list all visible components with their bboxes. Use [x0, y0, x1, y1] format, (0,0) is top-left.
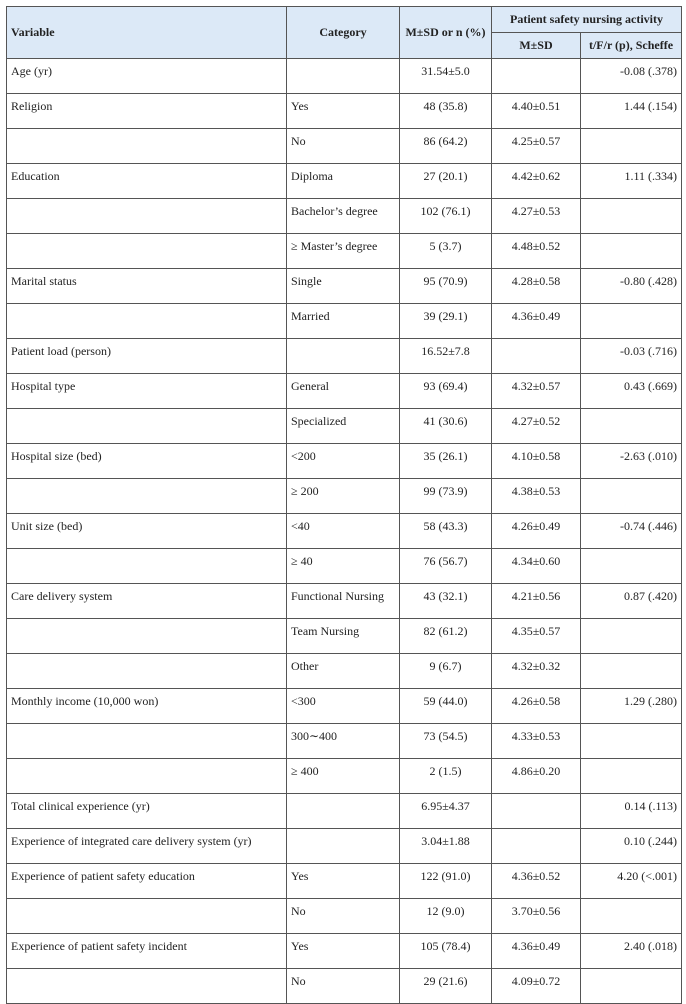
cell-msd — [492, 339, 581, 374]
cell-category: Yes — [287, 864, 400, 899]
cell-variable — [7, 304, 287, 339]
cell-test — [581, 129, 682, 164]
cell-variable: Marital status — [7, 269, 287, 304]
table-row — [7, 654, 682, 689]
cell-variable: Experience of integrated care delivery system (yr) — [7, 829, 287, 864]
table-body — [7, 59, 682, 1004]
cell-msd-or-n: 41 (30.6) — [400, 409, 492, 444]
table-row — [7, 269, 682, 304]
cell-msd-or-n: 9 (6.7) — [400, 654, 492, 689]
cell-msd-or-n: 16.52±7.8 — [400, 339, 492, 374]
cell-category: No — [287, 129, 400, 164]
cell-category: ≥ Master’s degree — [287, 234, 400, 269]
table-row — [7, 934, 682, 969]
cell-variable — [7, 129, 287, 164]
cell-category: Single — [287, 269, 400, 304]
cell-category — [287, 59, 400, 94]
header-test: t/F/r (p), Scheffe — [581, 33, 682, 59]
cell-category: Yes — [287, 94, 400, 129]
table-row — [7, 94, 682, 129]
cell-category: No — [287, 969, 400, 1004]
cell-msd: 4.33±0.53 — [492, 724, 581, 759]
table-row — [7, 374, 682, 409]
cell-category: No — [287, 899, 400, 934]
cell-variable — [7, 619, 287, 654]
cell-msd-or-n: 29 (21.6) — [400, 969, 492, 1004]
cell-category: <40 — [287, 514, 400, 549]
cell-variable: Experience of patient safety education — [7, 864, 287, 899]
cell-msd: 4.27±0.52 — [492, 409, 581, 444]
cell-test — [581, 409, 682, 444]
cell-category: ≥ 200 — [287, 479, 400, 514]
table-row — [7, 59, 682, 94]
table-row — [7, 479, 682, 514]
cell-msd: 4.21±0.56 — [492, 584, 581, 619]
cell-variable: Patient load (person) — [7, 339, 287, 374]
cell-test: 0.87 (.420) — [581, 584, 682, 619]
cell-category: Yes — [287, 934, 400, 969]
table-row — [7, 514, 682, 549]
cell-category: Other — [287, 654, 400, 689]
cell-test: 1.44 (.154) — [581, 94, 682, 129]
cell-msd: 4.38±0.53 — [492, 479, 581, 514]
cell-msd: 4.09±0.72 — [492, 969, 581, 1004]
cell-test: -0.08 (.378) — [581, 59, 682, 94]
cell-variable — [7, 409, 287, 444]
cell-category: Bachelor’s degree — [287, 199, 400, 234]
cell-msd-or-n: 86 (64.2) — [400, 129, 492, 164]
cell-msd: 4.36±0.52 — [492, 864, 581, 899]
header-group: Patient safety nursing activity — [492, 7, 682, 33]
cell-msd: 4.27±0.53 — [492, 199, 581, 234]
cell-msd: 4.32±0.32 — [492, 654, 581, 689]
cell-category: Specialized — [287, 409, 400, 444]
cell-test — [581, 199, 682, 234]
cell-msd-or-n: 122 (91.0) — [400, 864, 492, 899]
cell-test: 2.40 (.018) — [581, 934, 682, 969]
table-row — [7, 129, 682, 164]
cell-variable — [7, 759, 287, 794]
cell-variable: Hospital type — [7, 374, 287, 409]
cell-category: Functional Nursing — [287, 584, 400, 619]
cell-test — [581, 969, 682, 1004]
cell-category: ≥ 400 — [287, 759, 400, 794]
cell-category: 300∼400 — [287, 724, 400, 759]
cell-msd — [492, 829, 581, 864]
cell-msd: 4.34±0.60 — [492, 549, 581, 584]
cell-msd-or-n: 82 (61.2) — [400, 619, 492, 654]
header-msd: M±SD — [492, 33, 581, 59]
cell-variable: Experience of patient safety incident — [7, 934, 287, 969]
cell-msd-or-n: 12 (9.0) — [400, 899, 492, 934]
cell-variable: Religion — [7, 94, 287, 129]
cell-msd-or-n: 35 (26.1) — [400, 444, 492, 479]
cell-variable — [7, 234, 287, 269]
table-row — [7, 969, 682, 1004]
cell-msd-or-n: 39 (29.1) — [400, 304, 492, 339]
cell-variable: Total clinical experience (yr) — [7, 794, 287, 829]
cell-test — [581, 619, 682, 654]
table-row — [7, 339, 682, 374]
cell-test: -0.74 (.446) — [581, 514, 682, 549]
cell-category: Diploma — [287, 164, 400, 199]
cell-variable — [7, 199, 287, 234]
cell-msd-or-n: 3.04±1.88 — [400, 829, 492, 864]
cell-msd-or-n: 43 (32.1) — [400, 584, 492, 619]
cell-msd-or-n: 59 (44.0) — [400, 689, 492, 724]
cell-msd-or-n: 73 (54.5) — [400, 724, 492, 759]
cell-test — [581, 654, 682, 689]
cell-test — [581, 549, 682, 584]
cell-msd: 4.35±0.57 — [492, 619, 581, 654]
cell-variable — [7, 969, 287, 1004]
cell-test: -0.80 (.428) — [581, 269, 682, 304]
table-row — [7, 829, 682, 864]
cell-test — [581, 479, 682, 514]
header-category: Category — [287, 7, 400, 59]
cell-variable — [7, 654, 287, 689]
cell-category: General — [287, 374, 400, 409]
table-row — [7, 619, 682, 654]
cell-test — [581, 234, 682, 269]
cell-variable — [7, 899, 287, 934]
cell-category — [287, 339, 400, 374]
cell-category: ≥ 40 — [287, 549, 400, 584]
cell-msd-or-n: 5 (3.7) — [400, 234, 492, 269]
cell-msd-or-n: 76 (56.7) — [400, 549, 492, 584]
cell-msd: 4.40±0.51 — [492, 94, 581, 129]
header-variable: Variable — [7, 7, 287, 59]
cell-test: -2.63 (.010) — [581, 444, 682, 479]
table-row — [7, 864, 682, 899]
cell-msd-or-n: 48 (35.8) — [400, 94, 492, 129]
table-row — [7, 899, 682, 934]
table-row — [7, 794, 682, 829]
cell-msd: 4.32±0.57 — [492, 374, 581, 409]
cell-variable: Age (yr) — [7, 59, 287, 94]
cell-test: 4.20 (<.001) — [581, 864, 682, 899]
cell-test: -0.03 (.716) — [581, 339, 682, 374]
cell-test: 0.10 (.244) — [581, 829, 682, 864]
cell-variable — [7, 549, 287, 584]
cell-msd: 3.70±0.56 — [492, 899, 581, 934]
table-row — [7, 444, 682, 479]
table-header — [7, 7, 682, 59]
header-msd-or-n: M±SD or n (%) — [400, 7, 492, 59]
results-table — [6, 6, 682, 1004]
table-row — [7, 584, 682, 619]
cell-msd: 4.48±0.52 — [492, 234, 581, 269]
cell-msd: 4.86±0.20 — [492, 759, 581, 794]
cell-variable: Unit size (bed) — [7, 514, 287, 549]
cell-msd — [492, 59, 581, 94]
cell-msd-or-n: 102 (76.1) — [400, 199, 492, 234]
table-row — [7, 724, 682, 759]
table-row — [7, 164, 682, 199]
table-row — [7, 759, 682, 794]
cell-msd-or-n: 27 (20.1) — [400, 164, 492, 199]
cell-msd-or-n: 58 (43.3) — [400, 514, 492, 549]
cell-test: 1.29 (.280) — [581, 689, 682, 724]
cell-msd-or-n: 95 (70.9) — [400, 269, 492, 304]
cell-test — [581, 304, 682, 339]
cell-msd: 4.36±0.49 — [492, 934, 581, 969]
cell-test: 1.11 (.334) — [581, 164, 682, 199]
cell-msd: 4.28±0.58 — [492, 269, 581, 304]
cell-msd-or-n: 99 (73.9) — [400, 479, 492, 514]
cell-variable: Care delivery system — [7, 584, 287, 619]
cell-msd-or-n: 93 (69.4) — [400, 374, 492, 409]
table-row — [7, 199, 682, 234]
cell-msd-or-n: 2 (1.5) — [400, 759, 492, 794]
table-row — [7, 304, 682, 339]
cell-category: <200 — [287, 444, 400, 479]
cell-msd: 4.10±0.58 — [492, 444, 581, 479]
cell-msd: 4.42±0.62 — [492, 164, 581, 199]
cell-msd: 4.26±0.58 — [492, 689, 581, 724]
cell-category: Married — [287, 304, 400, 339]
cell-category — [287, 829, 400, 864]
table-row — [7, 549, 682, 584]
cell-test: 0.43 (.669) — [581, 374, 682, 409]
cell-msd: 4.36±0.49 — [492, 304, 581, 339]
table-row — [7, 409, 682, 444]
cell-variable — [7, 724, 287, 759]
cell-variable: Hospital size (bed) — [7, 444, 287, 479]
cell-test — [581, 759, 682, 794]
cell-test — [581, 724, 682, 759]
cell-msd — [492, 794, 581, 829]
cell-msd-or-n: 105 (78.4) — [400, 934, 492, 969]
cell-test: 0.14 (.113) — [581, 794, 682, 829]
table-row — [7, 689, 682, 724]
cell-category: <300 — [287, 689, 400, 724]
cell-msd-or-n: 6.95±4.37 — [400, 794, 492, 829]
cell-variable: Education — [7, 164, 287, 199]
cell-msd: 4.26±0.49 — [492, 514, 581, 549]
cell-category: Team Nursing — [287, 619, 400, 654]
cell-variable: Monthly income (10,000 won) — [7, 689, 287, 724]
cell-variable — [7, 479, 287, 514]
cell-msd-or-n: 31.54±5.0 — [400, 59, 492, 94]
table-row — [7, 234, 682, 269]
cell-test — [581, 899, 682, 934]
cell-msd: 4.25±0.57 — [492, 129, 581, 164]
cell-category — [287, 794, 400, 829]
